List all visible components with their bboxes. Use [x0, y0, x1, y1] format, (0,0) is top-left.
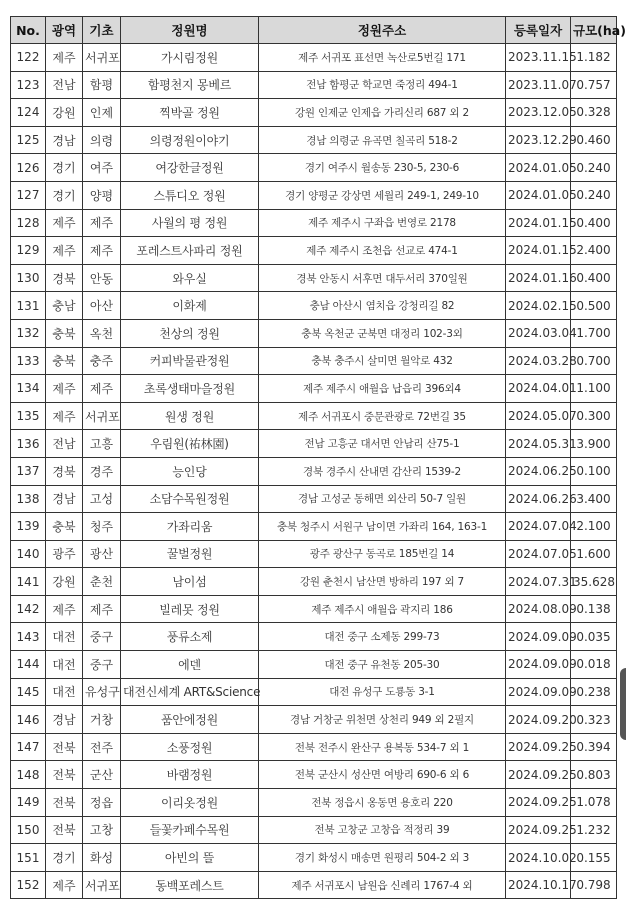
cell-no: 140 [11, 540, 46, 568]
cell-no: 136 [11, 430, 46, 458]
cell-province: 충북 [46, 347, 83, 375]
header-province: 광역 [46, 17, 83, 44]
cell-province: 경남 [46, 126, 83, 154]
header-city: 기초 [83, 17, 121, 44]
cell-garden-name: 포레스트사파리 정원 [121, 237, 259, 265]
cell-size: 0.700 [571, 347, 617, 375]
cell-province: 경남 [46, 706, 83, 734]
cell-reg-date: 2024.08.09 [506, 595, 571, 623]
cell-size: 1.078 [571, 789, 617, 817]
cell-garden-name: 와우실 [121, 264, 259, 292]
cell-size: 0.238 [571, 678, 617, 706]
cell-address: 전남 함평군 학교면 죽정리 494-1 [259, 71, 506, 99]
cell-city: 고성 [83, 485, 121, 513]
cell-address: 대전 유성구 도룡동 3-1 [259, 678, 506, 706]
cell-address: 제주 제주시 애월읍 곽지리 186 [259, 595, 506, 623]
cell-garden-name: 가시림정원 [121, 44, 259, 72]
cell-size: 0.240 [571, 181, 617, 209]
cell-province: 경남 [46, 485, 83, 513]
table-row [11, 789, 617, 817]
cell-province: 강원 [46, 568, 83, 596]
cell-size: 0.240 [571, 154, 617, 182]
cell-reg-date: 2024.06.26 [506, 485, 571, 513]
table-header-row [11, 17, 617, 44]
cell-no: 131 [11, 292, 46, 320]
table-row [11, 513, 617, 541]
cell-reg-date: 2024.09.25 [506, 789, 571, 817]
cell-city: 중구 [83, 651, 121, 679]
cell-size: 2.400 [571, 237, 617, 265]
cell-address: 강원 인제군 인제읍 가리신리 687 외 2 [259, 99, 506, 127]
cell-address: 충북 청주시 서원구 남이면 가좌리 164, 163-1 [259, 513, 506, 541]
cell-no: 122 [11, 44, 46, 72]
cell-garden-name: 함평천지 몽베르 [121, 71, 259, 99]
cell-province: 전북 [46, 761, 83, 789]
cell-garden-name: 대전신세계 ART&Science [121, 678, 259, 706]
cell-address: 제주 서귀포시 중문관광로 72번길 35 [259, 402, 506, 430]
cell-province: 경북 [46, 457, 83, 485]
cell-garden-name: 남이섬 [121, 568, 259, 596]
cell-address: 제주 제주시 애월읍 납읍리 396외4 [259, 375, 506, 403]
cell-size: 1.600 [571, 540, 617, 568]
table-body [11, 44, 617, 899]
cell-city: 인제 [83, 99, 121, 127]
cell-size: 0.155 [571, 844, 617, 872]
cell-size: 0.757 [571, 71, 617, 99]
cell-province: 광주 [46, 540, 83, 568]
cell-garden-name: 바램정원 [121, 761, 259, 789]
cell-reg-date: 2024.03.04 [506, 319, 571, 347]
cell-garden-name: 동백포레스트 [121, 871, 259, 899]
cell-reg-date: 2024.09.09 [506, 678, 571, 706]
cell-size: 0.500 [571, 292, 617, 320]
cell-no: 130 [11, 264, 46, 292]
cell-garden-name: 풍류소제 [121, 623, 259, 651]
cell-city: 정읍 [83, 789, 121, 817]
cell-province: 제주 [46, 44, 83, 72]
cell-province: 제주 [46, 375, 83, 403]
cell-address: 경기 화성시 매송면 원평리 504-2 외 3 [259, 844, 506, 872]
cell-reg-date: 2024.02.15 [506, 292, 571, 320]
table-row [11, 540, 617, 568]
cell-size: 1.700 [571, 319, 617, 347]
cell-city: 제주 [83, 209, 121, 237]
cell-no: 150 [11, 816, 46, 844]
cell-size: 0.328 [571, 99, 617, 127]
cell-garden-name: 에덴 [121, 651, 259, 679]
cell-address: 제주 서귀포시 남원읍 신례리 1767-4 외 [259, 871, 506, 899]
cell-address: 전북 정읍시 옹동면 용호리 220 [259, 789, 506, 817]
table-row [11, 430, 617, 458]
cell-province: 경기 [46, 181, 83, 209]
cell-garden-name: 소풍정원 [121, 733, 259, 761]
cell-garden-name: 이화제 [121, 292, 259, 320]
cell-size: 35.628 [571, 568, 617, 596]
cell-address: 강원 춘천시 남산면 방하리 197 외 7 [259, 568, 506, 596]
cell-no: 151 [11, 844, 46, 872]
cell-garden-name: 이리옷정원 [121, 789, 259, 817]
cell-city: 고흥 [83, 430, 121, 458]
cell-reg-date: 2024.10.02 [506, 844, 571, 872]
cell-address: 충남 아산시 염치읍 강청리길 82 [259, 292, 506, 320]
cell-address: 경북 안동시 서후면 대두서리 370일원 [259, 264, 506, 292]
cell-reg-date: 2023.11.07 [506, 71, 571, 99]
cell-address: 충북 충주시 살미면 월악로 432 [259, 347, 506, 375]
table-row [11, 816, 617, 844]
cell-no: 148 [11, 761, 46, 789]
cell-address: 제주 서귀포 표선면 녹산로5번길 171 [259, 44, 506, 72]
cell-city: 아산 [83, 292, 121, 320]
header-address: 정원주소 [259, 17, 506, 44]
cell-province: 대전 [46, 678, 83, 706]
cell-garden-name: 원생 정원 [121, 402, 259, 430]
table-row [11, 44, 617, 72]
cell-reg-date: 2024.09.25 [506, 816, 571, 844]
table-row [11, 733, 617, 761]
cell-size: 3.900 [571, 430, 617, 458]
cell-address: 경기 여주시 월송동 230-5, 230-6 [259, 154, 506, 182]
cell-reg-date: 2024.09.25 [506, 733, 571, 761]
cell-address: 경남 의령군 유곡면 칠곡리 518-2 [259, 126, 506, 154]
cell-garden-name: 사월의 평 정원 [121, 209, 259, 237]
cell-address: 제주 제주시 구좌읍 번영로 2178 [259, 209, 506, 237]
cell-city: 충주 [83, 347, 121, 375]
cell-garden-name: 빌레못 정원 [121, 595, 259, 623]
cell-garden-name: 초록생태마을정원 [121, 375, 259, 403]
cell-province: 전남 [46, 71, 83, 99]
cell-province: 충북 [46, 513, 83, 541]
cell-reg-date: 2024.05.07 [506, 402, 571, 430]
table-row [11, 292, 617, 320]
cell-city: 거창 [83, 706, 121, 734]
table-row [11, 871, 617, 899]
table-row [11, 706, 617, 734]
cell-size: 1.232 [571, 816, 617, 844]
cell-province: 제주 [46, 209, 83, 237]
cell-garden-name: 우림원(祐林園) [121, 430, 259, 458]
cell-reg-date: 2024.09.09 [506, 651, 571, 679]
cell-reg-date: 2024.05.31 [506, 430, 571, 458]
cell-no: 129 [11, 237, 46, 265]
cell-address: 전북 전주시 완산구 용복동 534-7 외 1 [259, 733, 506, 761]
cell-reg-date: 2023.12.05 [506, 99, 571, 127]
cell-reg-date: 2024.03.28 [506, 347, 571, 375]
cell-reg-date: 2024.09.20 [506, 706, 571, 734]
cell-size: 0.018 [571, 651, 617, 679]
table-row [11, 99, 617, 127]
table-row [11, 126, 617, 154]
cell-city: 화성 [83, 844, 121, 872]
cell-province: 경북 [46, 264, 83, 292]
header-reg-date: 등록일자 [506, 17, 571, 44]
table-row [11, 623, 617, 651]
table-row [11, 457, 617, 485]
cell-reg-date: 2024.06.25 [506, 457, 571, 485]
cell-reg-date: 2024.01.05 [506, 181, 571, 209]
cell-address: 대전 중구 유천동 205-30 [259, 651, 506, 679]
table-row [11, 651, 617, 679]
cell-province: 충남 [46, 292, 83, 320]
cell-no: 145 [11, 678, 46, 706]
cell-no: 133 [11, 347, 46, 375]
cell-province: 제주 [46, 237, 83, 265]
cell-city: 제주 [83, 595, 121, 623]
cell-city: 고창 [83, 816, 121, 844]
cell-size: 0.323 [571, 706, 617, 734]
side-scroll-tab[interactable] [620, 668, 626, 740]
cell-province: 경기 [46, 154, 83, 182]
cell-city: 여주 [83, 154, 121, 182]
table-row [11, 209, 617, 237]
cell-city: 서귀포 [83, 871, 121, 899]
cell-no: 138 [11, 485, 46, 513]
cell-city: 군산 [83, 761, 121, 789]
cell-address: 전남 고흥군 대서면 안남리 산75-1 [259, 430, 506, 458]
cell-address: 전북 고창군 고창읍 적정리 39 [259, 816, 506, 844]
cell-no: 152 [11, 871, 46, 899]
cell-garden-name: 소담수목원정원 [121, 485, 259, 513]
cell-garden-name: 의령정원이야기 [121, 126, 259, 154]
header-size: 규모(ha) [571, 17, 617, 44]
cell-no: 127 [11, 181, 46, 209]
table-row [11, 568, 617, 596]
cell-size: 0.035 [571, 623, 617, 651]
cell-reg-date: 2024.07.04 [506, 513, 571, 541]
cell-city: 중구 [83, 623, 121, 651]
garden-registry-table [10, 16, 626, 899]
cell-size: 1.182 [571, 44, 617, 72]
cell-reg-date: 2024.01.15 [506, 209, 571, 237]
cell-province: 경기 [46, 844, 83, 872]
cell-address: 광주 광산구 동곡로 185번길 14 [259, 540, 506, 568]
cell-garden-name: 스튜디오 정원 [121, 181, 259, 209]
cell-no: 135 [11, 402, 46, 430]
cell-address: 제주 제주시 조천읍 선교로 474-1 [259, 237, 506, 265]
garden-registry-table-container [10, 16, 626, 899]
cell-no: 147 [11, 733, 46, 761]
cell-size: 0.798 [571, 871, 617, 899]
cell-city: 제주 [83, 375, 121, 403]
cell-province: 전남 [46, 430, 83, 458]
table-row [11, 485, 617, 513]
cell-reg-date: 2024.01.15 [506, 237, 571, 265]
cell-reg-date: 2023.11.15 [506, 44, 571, 72]
cell-garden-name: 여강한글정원 [121, 154, 259, 182]
table-row [11, 264, 617, 292]
cell-reg-date: 2024.01.05 [506, 154, 571, 182]
cell-reg-date: 2024.04.01 [506, 375, 571, 403]
cell-city: 서귀포 [83, 402, 121, 430]
table-row [11, 319, 617, 347]
cell-city: 제주 [83, 237, 121, 265]
cell-address: 경기 양평군 강상면 세월리 249-1, 249-10 [259, 181, 506, 209]
cell-province: 제주 [46, 871, 83, 899]
cell-no: 125 [11, 126, 46, 154]
cell-no: 126 [11, 154, 46, 182]
table-row [11, 402, 617, 430]
table-row [11, 761, 617, 789]
cell-city: 의령 [83, 126, 121, 154]
cell-reg-date: 2024.07.31 [506, 568, 571, 596]
cell-reg-date: 2024.09.25 [506, 761, 571, 789]
header-no: No. [11, 17, 46, 44]
cell-no: 149 [11, 789, 46, 817]
cell-province: 전북 [46, 733, 83, 761]
cell-size: 0.460 [571, 126, 617, 154]
cell-reg-date: 2023.12.29 [506, 126, 571, 154]
cell-size: 0.803 [571, 761, 617, 789]
cell-address: 경북 경주시 산내면 감산리 1539-2 [259, 457, 506, 485]
table-row [11, 154, 617, 182]
cell-province: 대전 [46, 623, 83, 651]
cell-city: 경주 [83, 457, 121, 485]
cell-no: 124 [11, 99, 46, 127]
cell-no: 144 [11, 651, 46, 679]
cell-province: 전북 [46, 789, 83, 817]
cell-garden-name: 능인당 [121, 457, 259, 485]
cell-no: 128 [11, 209, 46, 237]
table-row [11, 237, 617, 265]
cell-city: 유성구 [83, 678, 121, 706]
table-row [11, 347, 617, 375]
cell-size: 0.300 [571, 402, 617, 430]
cell-garden-name: 꿀벌정원 [121, 540, 259, 568]
cell-reg-date: 2024.01.16 [506, 264, 571, 292]
cell-city: 함평 [83, 71, 121, 99]
cell-size: 2.100 [571, 513, 617, 541]
cell-no: 139 [11, 513, 46, 541]
header-garden-name: 정원명 [121, 17, 259, 44]
cell-province: 대전 [46, 651, 83, 679]
cell-city: 옥천 [83, 319, 121, 347]
cell-no: 141 [11, 568, 46, 596]
cell-city: 광산 [83, 540, 121, 568]
cell-garden-name: 아빈의 뜰 [121, 844, 259, 872]
cell-no: 146 [11, 706, 46, 734]
cell-size: 0.400 [571, 264, 617, 292]
cell-city: 서귀포 [83, 44, 121, 72]
cell-no: 132 [11, 319, 46, 347]
cell-size: 0.400 [571, 209, 617, 237]
cell-reg-date: 2024.09.09 [506, 623, 571, 651]
cell-address: 경남 거창군 위천면 상천리 949 외 2필지 [259, 706, 506, 734]
cell-no: 142 [11, 595, 46, 623]
cell-size: 0.394 [571, 733, 617, 761]
cell-city: 양평 [83, 181, 121, 209]
cell-reg-date: 2024.07.05 [506, 540, 571, 568]
cell-garden-name: 가좌리움 [121, 513, 259, 541]
table-row [11, 595, 617, 623]
cell-size: 3.400 [571, 485, 617, 513]
cell-address: 경남 고성군 동해면 외산리 50-7 일원 [259, 485, 506, 513]
cell-no: 137 [11, 457, 46, 485]
cell-size: 0.138 [571, 595, 617, 623]
cell-city: 안동 [83, 264, 121, 292]
table-row [11, 375, 617, 403]
cell-reg-date: 2024.10.17 [506, 871, 571, 899]
table-row [11, 181, 617, 209]
cell-size: 1.100 [571, 375, 617, 403]
cell-address: 대전 중구 소제동 299-73 [259, 623, 506, 651]
cell-garden-name: 찍박골 정원 [121, 99, 259, 127]
cell-address: 충북 옥천군 군북면 대정리 102-3외 [259, 319, 506, 347]
table-row [11, 71, 617, 99]
cell-size: 0.100 [571, 457, 617, 485]
cell-garden-name: 커피박물관정원 [121, 347, 259, 375]
cell-city: 청주 [83, 513, 121, 541]
cell-city: 춘천 [83, 568, 121, 596]
cell-no: 123 [11, 71, 46, 99]
cell-no: 134 [11, 375, 46, 403]
cell-garden-name: 품안에정원 [121, 706, 259, 734]
cell-province: 충북 [46, 319, 83, 347]
cell-province: 제주 [46, 402, 83, 430]
cell-address: 전북 군산시 성산면 여방리 690-6 외 6 [259, 761, 506, 789]
cell-city: 전주 [83, 733, 121, 761]
cell-province: 강원 [46, 99, 83, 127]
table-row [11, 844, 617, 872]
table-row [11, 678, 617, 706]
cell-garden-name: 들꽃카페수목원 [121, 816, 259, 844]
cell-garden-name: 천상의 정원 [121, 319, 259, 347]
cell-province: 전북 [46, 816, 83, 844]
cell-province: 제주 [46, 595, 83, 623]
cell-no: 143 [11, 623, 46, 651]
